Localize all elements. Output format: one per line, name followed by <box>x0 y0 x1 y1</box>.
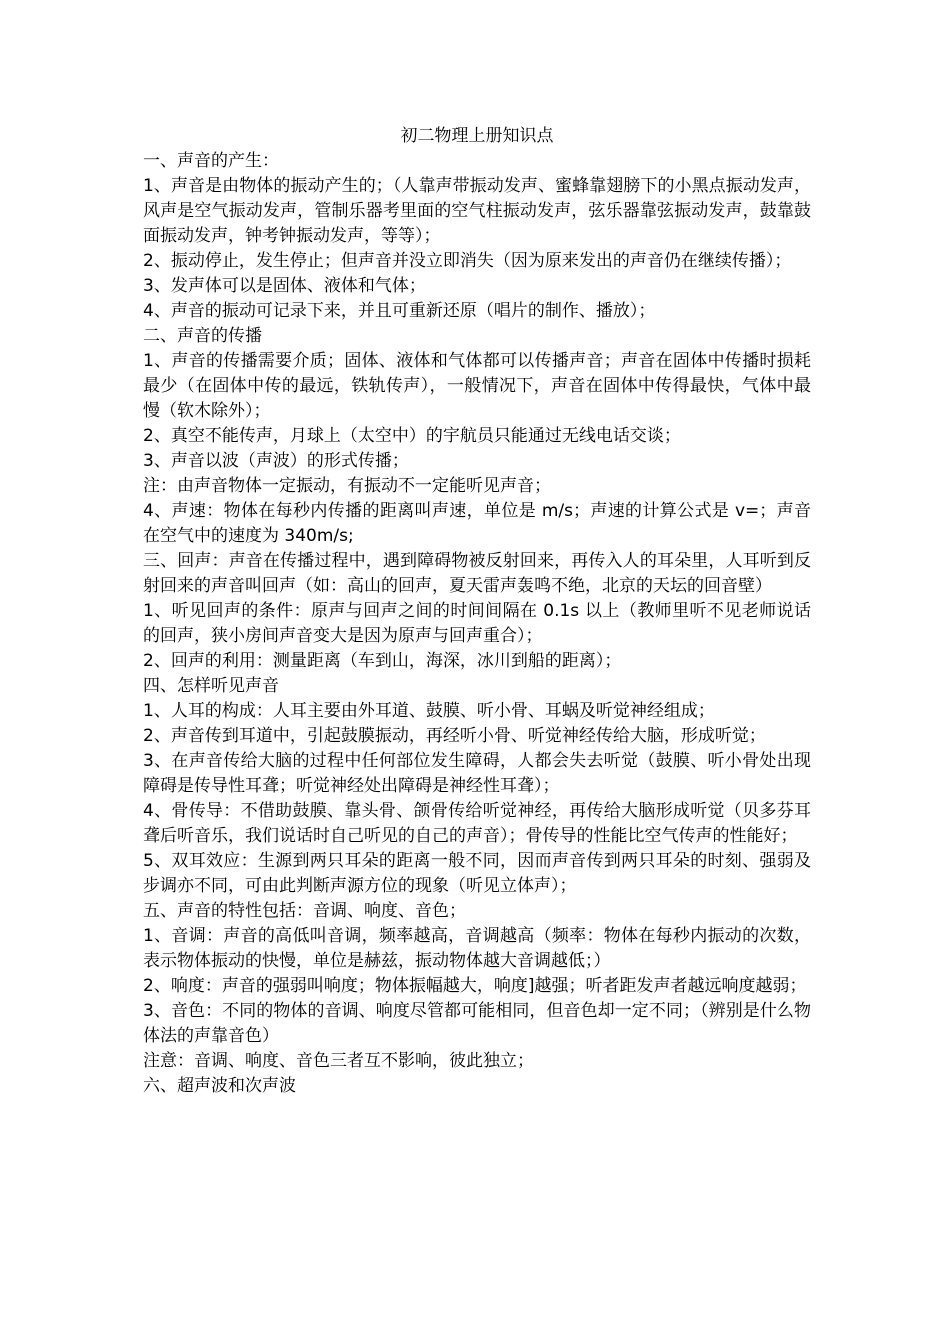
section-heading-ultrasound-infrasound: 六、超声波和次声波 <box>143 1076 296 1096</box>
document-body <box>143 124 811 1099</box>
note-paragraph: 注意：音调、响度、音色三者互不影响，彼此独立； <box>143 1051 534 1071</box>
note-paragraph: 注：由声音物体一定振动，有振动不一定能听见声音； <box>143 476 551 496</box>
section-heading-sound-production: 一、声音的产生： <box>143 151 279 171</box>
document-title: 初二物理上册知识点 <box>400 126 554 146</box>
section-heading-echo: 三、回声：声音在传播过程中，遇到障碍物被反射回来，再传入人的耳朵里，人耳听到反射回来的声音叫回声（如：高山的回声，夏天雷声轰鸣不绝，北京的天坛的回音壁） <box>143 551 811 596</box>
section-heading-sound-propagation: 二、声音的传播 <box>143 326 262 346</box>
paragraph: 4、声速：物体在每秒内传播的距离叫声速，单位是 m/s；声速的计算公式是 v=；声音在空气中的速度为 340m/s; <box>143 501 811 546</box>
paragraph: 4、骨传导：不借助鼓膜、靠头骨、颌骨传给听觉神经，再传给大脑形成听觉（贝多芬耳聋后听音乐，我们说话时自己听见的自己的声音）；骨传导的性能比空气传声的性能好； <box>143 801 811 846</box>
paragraph: 1、声音的传播需要介质；固体、液体和气体都可以传播声音；声音在固体中传播时损耗最少（在固体中传的最远，铁轨传声），一般情况下，声音在固体中传得最快，气体中最慢（软木除外）； <box>143 351 811 421</box>
paragraph: 5、双耳效应：生源到两只耳朵的距离一般不同，因而声音传到两只耳朵的时刻、强弱及步调亦不同，可由此判断声源方位的现象（听见立体声）； <box>143 851 811 896</box>
paragraph: 2、振动停止，发生停止；但声音并没立即消失（因为原来发出的声音仍在继续传播）； <box>143 251 792 271</box>
paragraph: 3、发声体可以是固体、液体和气体； <box>143 276 426 296</box>
section-heading-sound-characteristics: 五、声音的特性包括：音调、响度、音色； <box>143 901 466 921</box>
paragraph: 2、回声的利用：测量距离（车到山，海深，冰川到船的距离）； <box>143 651 622 671</box>
paragraph: 1、人耳的构成：人耳主要由外耳道、鼓膜、听小骨、耳蜗及听觉神经组成； <box>143 701 715 721</box>
paragraph: 1、声音是由物体的振动产生的；（人靠声带振动发声、蜜蜂靠翅膀下的小黑点振动发声，风声是空气振动发声，管制乐器考里面的空气柱振动发声，弦乐器靠弦振动发声，鼓靠鼓面振动发声，钟考钟振动发声，等等）； <box>143 176 811 246</box>
paragraph: 3、声音以波（声波）的形式传播； <box>143 451 409 471</box>
paragraph: 1、音调：声音的高低叫音调，频率越高，音调越高（频率：物体在每秒内振动的次数，表示物体振动的快慢，单位是赫兹，振动物体越大音调越低；） <box>143 926 811 971</box>
paragraph: 3、在声音传给大脑的过程中任何部位发生障碍，人都会失去听觉（鼓膜、听小骨处出现障碍是传导性耳聋；听觉神经处出障碍是神经性耳聋）； <box>143 751 811 796</box>
paragraph: 2、响度：声音的强弱叫响度；物体振幅越大，响度]越强；听者距发声者越远响度越弱； <box>143 976 807 996</box>
paragraph: 1、听见回声的条件：原声与回声之间的时间间隔在 0.1s 以上（教师里听不见老师说话的回声，狭小房间声音变大是因为原声与回声重合）； <box>143 601 811 646</box>
section-heading-hearing: 四、怎样听见声音 <box>143 676 279 696</box>
paragraph: 4、声音的振动可记录下来，并且可重新还原（唱片的制作、播放）； <box>143 301 656 321</box>
paragraph: 2、真空不能传声，月球上（太空中）的宇航员只能通过无线电话交谈； <box>143 426 681 446</box>
paragraph: 3、音色：不同的物体的音调、响度尽管都可能相同，但音色却一定不同；（辨别是什么物体法的声靠音色） <box>143 1001 811 1046</box>
paragraph: 2、声音传到耳道中，引起鼓膜振动，再经听小骨、听觉神经传给大脑，形成听觉； <box>143 726 766 746</box>
